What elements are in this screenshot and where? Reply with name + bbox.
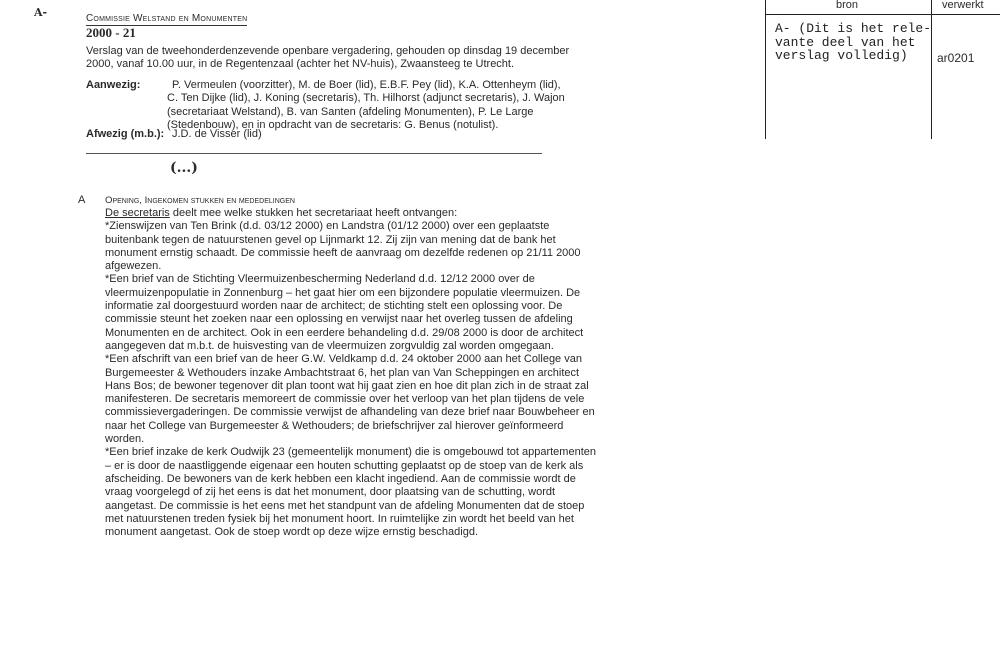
body-line: aangegeven dat m.b.t. de huisvesting van de vleermuizen zorgvuldig zal worden omgegaan. [105,339,554,352]
body-line: informatie zal doorgestuurd worden naar de architect; de stichting stelt een oplossing voor. De [105,300,563,313]
body-line: monument ernstig schaadt. De commissie heeft de aanvraag om dezelfde redenen op 21/11 2000 [105,246,581,259]
section-letter: A [78,194,86,206]
body-line: *Een brief inzake de kerk Oudwijk 23 (gemeentelijk monument) die is omgebouwd tot appartementen [105,446,596,459]
absent-label: Afwezig (m.b.): [86,128,165,140]
body-line: *Een afschrift van een brief van de heer G.W. Veldkamp d.d. 24 oktober 2000 aan het College van [105,353,582,366]
body-line: Monumenten en de architect. Ook in een eerdere behandeling d.d. 29/08 2000 is door de architect [105,326,584,339]
body-line: met natuurstenen treden fysiek bij het monument hoort. In ruimtelijke zin wordt het beeld van het [105,512,574,525]
present-list [167,79,565,132]
body-line: afgewezen. [105,260,162,273]
body-line: afscheiding. De bewoners van de kerk hebben een klacht ingediend. Aan de commissie wordt de [105,472,576,485]
body-line: *Zienswijzen van Ten Brink (d.d. 03/12 2000) en Landstra (01/12 2000) over een geplaatste [105,220,550,233]
column-header-processed: verwerkt [942,0,984,11]
table-border-middle [931,0,932,139]
source-note-line: vante deel van het [775,34,916,50]
body-line: aangetast. De commissie is het eens met het standpunt van de afdeling Monumenten dat de stoep [105,499,585,512]
table-border-left [765,0,766,139]
body-line: monument aangetast. Ook de stoep wordt op deze wijze ernstig beschadigd. [105,526,479,539]
section-title: Opening, Ingekomen stukken en mededelingen [105,195,295,206]
body-line: worden. [105,433,145,446]
body-line: buitenbank tegen de natuurstenen gevel op Lijnmarkt 12. Zij zijn van mening dat de bank het [105,233,556,246]
column-header-source: bron [836,0,859,11]
present-line: P. Vermeulen (voorzitter), M. de Boer (lid), E.B.F. Pey (lid), K.A. Ottenheym (lid), [172,79,561,91]
intro-paragraph [86,45,569,72]
body-line: naar het College van Burgemeester & Wethouders; de briefschrijver zal hierover geïnformeerd [105,419,564,432]
body-first-line [105,207,596,220]
section-body [105,207,596,539]
body-line: Hans Bos; de bewoner tegenover dit plan toont wat hij gaat zien en hoe dit plan zich in de straat zal [105,379,589,392]
body-line: commissie steunt het zoeken naar een oplossing en verwijst naar het overleg tussen de afdeling [105,313,573,326]
divider [86,153,542,154]
source-note [775,22,931,63]
underlined-subject: De secretaris [105,207,170,219]
margin-mark: A- [34,6,48,19]
table-header-rule [765,14,1000,15]
body-line: vleermuizenpopulatie in Zonnenburg – het gaat hier om een bijzondere populatie vleermuizen. De [105,286,581,299]
body-line: vraag voorgelegd of zij het eens is dat het monument, door plaatsing van de schutting, wordt [105,486,556,499]
intro-line: 2000, vanaf 10.00 uur, in de Regentenzaal (achter het NV-huis), Zwaansteeg te Utrecht. [86,58,515,71]
present-line: (Stedenbouw), en in opdracht van de secretaris: G. Benus (notulist). [167,118,499,131]
processed-code: ar0201 [937,51,975,65]
present-line: C. Ten Dijke (lid), J. Koning (secretaris), Th. Hilhorst (adjunct secretaris), J. Wajon [167,92,565,105]
body-line: – er is door de naastliggende eigenaar een houten schutting geplaatst op de stoep van de kerk als [105,459,584,472]
body-line: Burgemeester & Wethouders inzake Ambachtstraat 6, het plan van Van Scheppingen en architect [105,366,580,379]
present-line: (secretariaat Welstand), B. van Santen (afdeling Monumenten), P. Le Large [167,105,534,118]
absent-value: J.D. de Visser (lid) [172,128,262,140]
intro-line: Verslag van de tweehonderdenzevende openbare vergadering, gehouden op dinsdag 19 december [86,45,570,57]
source-note-line: verslag volledig) [775,48,908,63]
body-line: commissievergaderingen. De commissie verwijst de afhandeling van deze brief naar Bouwbeheer en [105,406,595,419]
report-number: 2000 - 21 [86,25,136,40]
present-label: Aanwezig: [86,79,141,91]
first-line-text: deelt mee welke stukken het secretariaat heeft ontvangen: [169,207,458,219]
omission-ellipsis: (...) [170,160,198,176]
body-line: manifesteren. De secretaris memoreert de commissie over het verloop van het plan tijdens de vele [105,393,585,406]
body-line: *Een brief van de Stichting Vleermuizenbescherming Nederland d.d. 12/12 2000 over de [105,273,535,286]
organization-heading: Commissie Welstand en Monumenten [86,13,248,24]
source-note-line: A- (Dit is het rele- [775,21,932,36]
